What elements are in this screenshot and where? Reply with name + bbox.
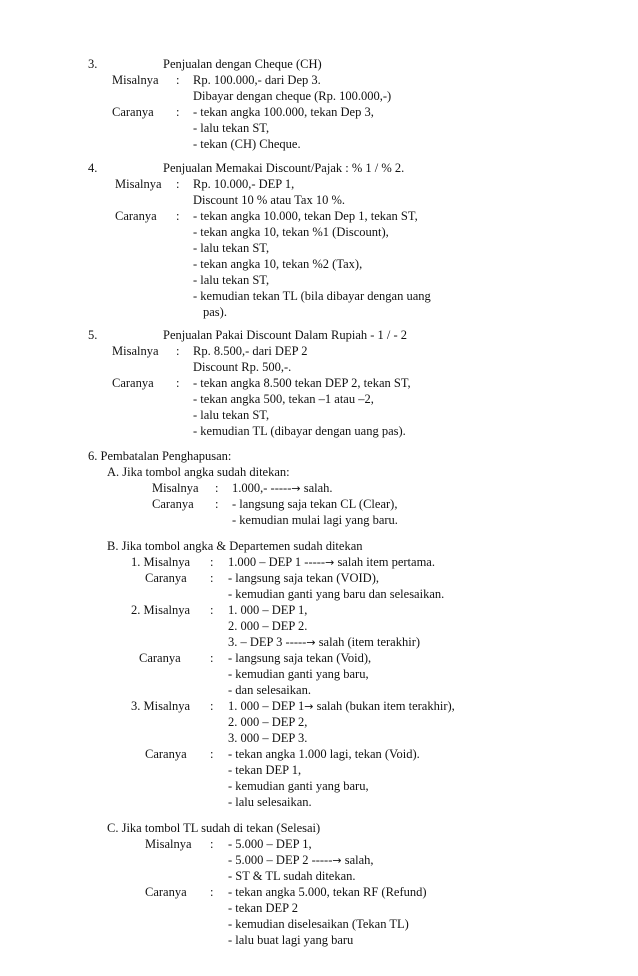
arrow-right-icon: → xyxy=(291,482,301,495)
arrow-right-icon: → xyxy=(304,700,314,713)
example-line: 1. 000 – DEP 1, xyxy=(228,603,308,617)
colon: : xyxy=(210,651,214,665)
example-line: Rp. 100.000,- dari Dep 3. xyxy=(193,73,321,87)
arrow-right-icon: → xyxy=(325,556,335,569)
example-line: Rp. 10.000,- DEP 1, xyxy=(193,177,295,191)
section-title: Penjualan Memakai Discount/Pajak : % 1 / % 2. xyxy=(163,161,405,175)
example-label: 3. Misalnya xyxy=(131,699,191,713)
example-label: 2. Misalnya xyxy=(131,603,191,617)
colon: : xyxy=(176,344,180,358)
colon: : xyxy=(210,571,214,585)
example-line: 3. 000 – DEP 3. xyxy=(228,731,308,745)
section-number: 4. xyxy=(88,161,98,175)
colon: : xyxy=(210,699,214,713)
method-label: Caranya xyxy=(152,497,194,511)
example-label: 1. Misalnya xyxy=(131,555,191,569)
step-line: - tekan angka 5.000, tekan RF (Refund) xyxy=(228,885,427,899)
method-label: Caranya xyxy=(115,209,157,223)
example-line: 3. – DEP 3 -----→ salah (item terakhir) xyxy=(228,635,421,649)
colon: : xyxy=(210,885,214,899)
part-a-heading: A. Jika tombol angka sudah ditekan: xyxy=(107,465,290,479)
step-line: - tekan angka 1.000 lagi, tekan (Void). xyxy=(228,747,420,761)
colon: : xyxy=(210,555,214,569)
method-label: Caranya xyxy=(139,651,181,665)
step-line: - tekan angka 10.000, tekan Dep 1, tekan ST, xyxy=(193,209,418,223)
step-line: - tekan DEP 1, xyxy=(228,763,302,777)
step-line: - lalu tekan ST, xyxy=(193,241,270,255)
colon: : xyxy=(176,73,180,87)
example-line: 1.000,- -----→ salah. xyxy=(232,481,333,495)
method-label: Caranya xyxy=(112,105,154,119)
colon: : xyxy=(215,497,219,511)
colon: : xyxy=(176,105,180,119)
step-line: - lalu tekan ST, xyxy=(193,273,270,287)
step-line: - tekan DEP 2 xyxy=(228,901,299,915)
section-title: Penjualan dengan Cheque (CH) xyxy=(163,57,322,71)
step-line: - lalu tekan ST, xyxy=(193,121,270,135)
step-line: - dan selesaikan. xyxy=(228,683,311,697)
arrow-right-icon: → xyxy=(332,854,342,867)
example-label: Misalnya xyxy=(145,837,192,851)
example-line: 1.000 – DEP 1 -----→ salah item pertama. xyxy=(228,555,435,569)
colon: : xyxy=(176,177,180,191)
part-c-heading: C. Jika tombol TL sudah di tekan (Selesai) xyxy=(107,821,321,835)
example-line: Dibayar dengan cheque (Rp. 100.000,-) xyxy=(193,89,392,103)
section-number: 3. xyxy=(88,57,98,71)
example-label: Misalnya xyxy=(112,73,159,87)
colon: : xyxy=(215,481,219,495)
arrow-right-icon: → xyxy=(306,636,316,649)
example-line: 1. 000 – DEP 1→ salah (bukan item terakhir), xyxy=(228,699,455,713)
step-line: - langsung saja tekan CL (Clear), xyxy=(232,497,398,511)
example-line: 2. 000 – DEP 2, xyxy=(228,715,308,729)
example-line: - ST & TL sudah ditekan. xyxy=(228,869,356,883)
step-line: - tekan angka 500, tekan –1 atau –2, xyxy=(193,392,374,406)
colon: : xyxy=(176,376,180,390)
step-line: - langsung saja tekan (Void), xyxy=(228,651,372,665)
section-number: 5. xyxy=(88,328,98,342)
example-line: - 5.000 – DEP 1, xyxy=(228,837,312,851)
example-line: - 5.000 – DEP 2 -----→ salah, xyxy=(228,853,374,867)
example-label: Misalnya xyxy=(152,481,199,495)
step-line: - kemudian tekan TL (bila dibayar dengan uang xyxy=(193,289,431,303)
method-label: Caranya xyxy=(145,747,187,761)
part-b-heading: B. Jika tombol angka & Departemen sudah ditekan xyxy=(107,539,363,553)
step-line-continued: pas). xyxy=(203,305,227,319)
step-line: - kemudian ganti yang baru, xyxy=(228,779,369,793)
step-line: - tekan angka 8.500 tekan DEP 2, tekan ST, xyxy=(193,376,411,390)
colon: : xyxy=(176,209,180,223)
step-line: - langsung saja tekan (VOID), xyxy=(228,571,379,585)
step-line: - kemudian diselesaikan (Tekan TL) xyxy=(228,917,409,931)
example-line: 2. 000 – DEP 2. xyxy=(228,619,308,633)
colon: : xyxy=(210,837,214,851)
step-line: - lalu buat lagi yang baru xyxy=(228,933,354,947)
colon: : xyxy=(210,747,214,761)
colon: : xyxy=(210,603,214,617)
step-line: - tekan angka 10, tekan %1 (Discount), xyxy=(193,225,389,239)
step-line: - kemudian ganti yang baru dan selesaikan. xyxy=(228,587,445,601)
section-title: 6. Pembatalan Penghapusan: xyxy=(88,449,232,463)
step-line: - tekan angka 10, tekan %2 (Tax), xyxy=(193,257,363,271)
step-line: - kemudian TL (dibayar dengan uang pas). xyxy=(193,424,406,438)
example-line: Rp. 8.500,- dari DEP 2 xyxy=(193,344,308,358)
step-line: - lalu selesaikan. xyxy=(228,795,312,809)
example-label: Misalnya xyxy=(112,344,159,358)
example-line: Discount Rp. 500,-. xyxy=(193,360,292,374)
example-label: Misalnya xyxy=(115,177,162,191)
method-label: Caranya xyxy=(145,571,187,585)
section-title: Penjualan Pakai Discount Dalam Rupiah - 1 / - 2 xyxy=(163,328,408,342)
step-line: - kemudian ganti yang baru, xyxy=(228,667,369,681)
step-line: - lalu tekan ST, xyxy=(193,408,270,422)
step-line: - tekan angka 100.000, tekan Dep 3, xyxy=(193,105,374,119)
step-line: - tekan (CH) Cheque. xyxy=(193,137,301,151)
step-line: - kemudian mulai lagi yang baru. xyxy=(232,513,398,527)
method-label: Caranya xyxy=(145,885,187,899)
method-label: Caranya xyxy=(112,376,154,390)
example-line: Discount 10 % atau Tax 10 %. xyxy=(193,193,345,207)
